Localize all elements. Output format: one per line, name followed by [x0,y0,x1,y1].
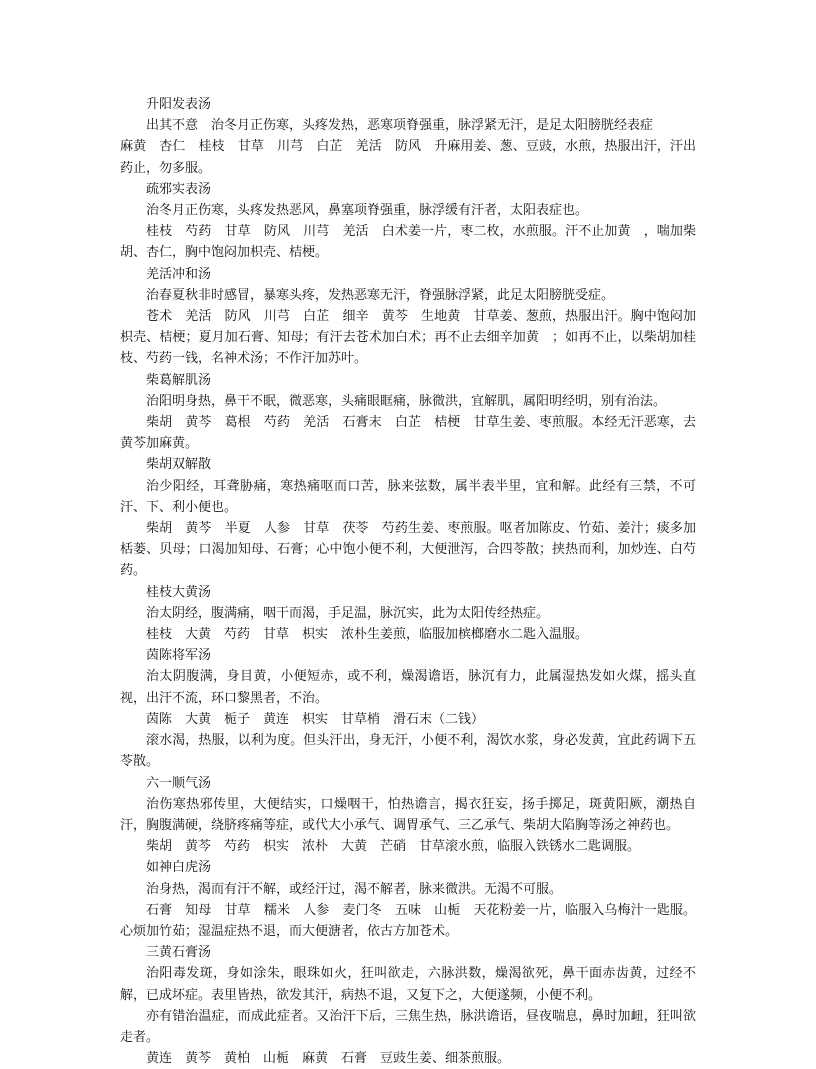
paragraph: 茵陈 大黄 栀子 黄连 枳实 甘草梢 滑石末（二钱） [146,711,485,727]
paragraph: 治冬月正伤寒，头疼发热恶风，鼻塞项脊强重，脉浮缓有汗者，太阳表症也。 [146,203,589,219]
section-title: 如神白虎汤 [146,860,212,876]
paragraph: 石膏 知母 甘草 糯米 人参 麦门冬 五味 山栀 天花粉姜一片，临服入乌梅汁一匙服。心烦加竹茹；湿温症热不退，而大便溏者，依古方加苍术。 [120,902,696,939]
section-title: 三黄石膏汤 [146,945,212,961]
paragraph: 治少阳经，耳聋胁痛，寒热痛呕而口苦，脉来弦数，属半表半里，宜和解。此经有三禁，不可汗、下、利小便也。 [120,478,696,515]
paragraph: 亦有错治温症，而成此症者。又治汗下后，三焦生热，脉洪谵语，昼夜喘息，鼻时加衄，狂叫欲走者。 [120,1008,696,1045]
section-title: 柴葛解肌汤 [146,372,212,388]
paragraph: 黄连 黄芩 黄柏 山栀 麻黄 石膏 豆豉生姜、细茶煎服。 [146,1051,511,1067]
paragraph: 麻黄 杏仁 桂枝 甘草 川芎 白芷 羌活 防风 升麻用姜、葱、豆豉，水煎，热服出汗，汗出药止，勿多服。 [120,139,696,176]
paragraph: 柴胡 黄芩 葛根 芍药 羌活 石膏末 白芷 桔梗 甘草生姜、枣煎服。本经无汗恶寒，去黄芩加麻黄。 [120,415,696,452]
section-title: 桂枝大黄汤 [146,584,212,600]
section-title: 疏邪实表汤 [146,181,212,197]
paragraph: 苍术 羌活 防风 川芎 白芷 细辛 黄芩 生地黄 甘草姜、葱煎，热服出汗。胸中饱闷加枳壳、桔梗；夏月加石膏、知母；有汗去苍术加白术；再不止去细辛加黄 ；如再不止，以柴胡加桂枝、芍药一钱，名神术汤；不作汗加苏叶。 [120,309,696,367]
paragraph: 出其不意 治冬月正伤寒，头疼发热，恶寒项脊强重，脉浮紧无汗，是足太阳膀胱经表症 [146,118,654,134]
paragraph: 治伤寒热邪传里，大便结实，口燥咽干，怕热谵言，揭衣狂妄，扬手掷足，斑黄阳厥，潮热自汗，胸腹满硬，绕脐疼痛等症，或代大小承气、调胃承气、三乙承气、柴胡大陷胸等汤之神药也。 [120,796,696,833]
paragraph: 治太阴腹满，身目黄，小便短赤，或不利，燥渴谵语，脉沉有力，此属湿热发如火煤，摇头直视，出汗不流，环口黎黑者，不治。 [120,669,696,706]
document-body [120,94,696,1069]
paragraph: 治阳毒发斑，身如涂朱，眼珠如火，狂叫欲走，六脉洪数，燥渴欲死，鼻干面赤齿黄，过经不解，已成坏症。表里皆热，欲发其汗，病热不退，又复下之，大便遂频，小便不利。 [120,966,696,1003]
paragraph: 桂枝 大黄 芍药 甘草 枳实 浓朴生姜煎，临服加槟榔磨水二匙入温服。 [146,627,589,643]
paragraph: 治身热，渴而有汗不解，或经汗过，渴不解者，脉来微洪。无渴不可服。 [146,881,563,897]
paragraph: 桂枝 芍药 甘草 防风 川芎 羌活 白术姜一片，枣二枚，水煎服。汗不止加黄 ，喘加柴胡、杏仁，胸中饱闷加枳壳、桔梗。 [120,224,696,261]
section-title: 羌活冲和汤 [146,266,212,282]
paragraph: 治春夏秋非时感冒，暴寒头疼，发热恶寒无汗，脊强脉浮紧，此足太阳膀胱受症。 [146,287,615,303]
section-title: 柴胡双解散 [146,457,212,473]
paragraph: 治阳明身热，鼻干不眠，微恶寒，头痛眼眶痛，脉微洪，宜解肌，属阳明经明，别有治法。 [146,393,667,409]
paragraph: 治太阴经，腹满痛，咽干而渴，手足温，脉沉实，此为太阳传经热症。 [146,605,550,621]
paragraph: 柴胡 黄芩 半夏 人参 甘草 茯苓 芍药生姜、枣煎服。呕者加陈皮、竹茹、姜汁；痰多加栝蒌、贝母；口渴加知母、石膏；心中饱小便不利，大便泄泻，合四苓散；挟热而利，加炒连、白芍药。 [120,521,696,579]
paragraph: 滚水渴，热服，以利为度。但头汗出，身无汗，小便不利，渴饮水浆，身必发黄，宜此药调下五苓散。 [120,733,696,770]
section-title: 茵陈将军汤 [146,648,212,664]
section-title: 六一顺气汤 [146,775,212,791]
paragraph: 柴胡 黄芩 芍药 枳实 浓朴 大黄 芒硝 甘草滚水煎，临服入铁锈水二匙调服。 [146,839,641,855]
section-title: 升阳发表汤 [146,97,212,112]
